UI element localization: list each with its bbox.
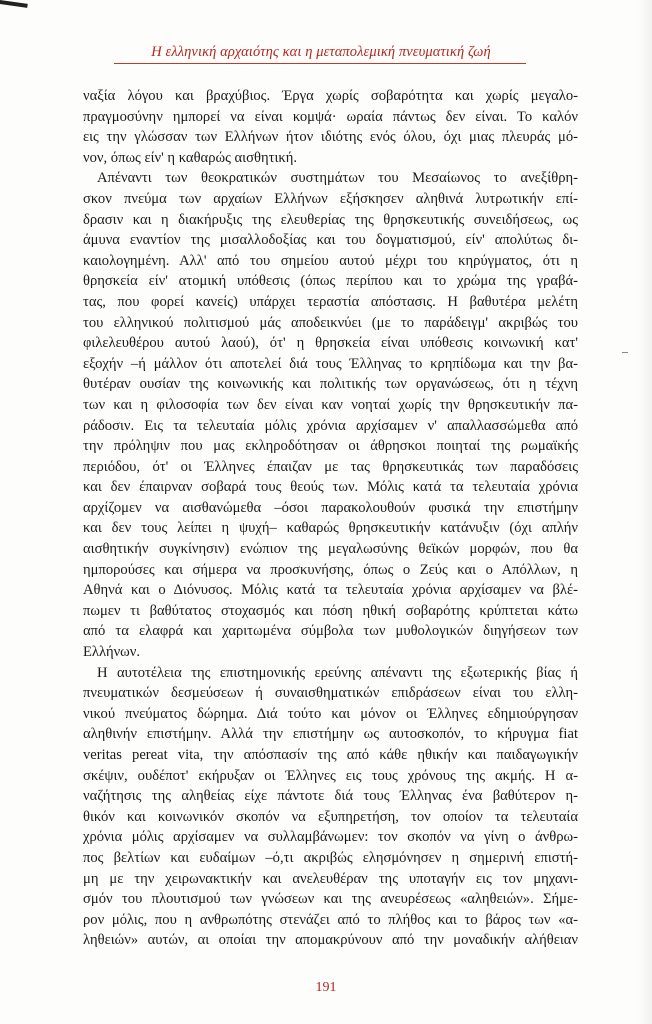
text-line: σμόν του πλουτισμού των γνώσεων και της ανευρέσεως «αληθειών». Σήμε-: [83, 891, 578, 908]
text-line: ναζήτησις της αληθείας είχε πάντοτε διά τους Έλληνας ένα βαθύτερον η-: [83, 788, 578, 805]
text-line: των και η φιλοσοφία των δεν είναι καν νοηταί χωρίς την θρησκευτικήν πα-: [83, 396, 578, 413]
text-line: πραγμοσύνην ημπορεί να είναι κομψά· ωραία πάντως δεν είναι. Το καλόν: [83, 108, 578, 125]
text-line: πνευματικών δεσμεύσεων ή συναισθηματικών επιδράσεων είναι του ελλη-: [83, 685, 578, 702]
running-header: Η ελληνική αρχαιότης και η μεταπολεμική πνευματική ζωή: [151, 44, 491, 60]
text-line: Απέναντι των θεοκρατικών συστημάτων του Μεσαίωνος το ανεξίθρη-: [97, 170, 578, 187]
text-line: θυτέραν ουσίαν της κοινωνικής και πολιτικής των οργανώσεως, ότι η τέχνη: [83, 376, 578, 393]
text-line: ημπορούσες και σήμερα να προσκυνήσης, όπως ο Ζεύς και ο Απόλλων, η: [83, 561, 578, 578]
text-line: τας, που φορεί κανείς) υπάρχει τεραστία απόστασις. Η βαθυτέρα μελέτη: [83, 293, 578, 310]
text-line: εις την γλώσσαν των Ελλήνων ήτον ιδιότης ενός όλου, όχι μιας πλευράς μό-: [83, 129, 578, 146]
text-line: σκον πνεύμα των αρχαίων Ελλήνων εξήσκησεν αληθινά λυτρωτικήν επί-: [83, 190, 578, 207]
text-line: αισθητικήν συγκίνησιν) ενώπιον της μεγαλωσύνης θεϊκών μορφών, που θα: [83, 541, 578, 558]
text-line: ρον μόλις, που η ανθρωπότης στενάζει από το πλήθος και το βάρος των «α-: [83, 911, 578, 928]
text-line: νον, όπως είν' η καθαρώς αισθητική.: [83, 149, 298, 166]
text-line: την πρόληψιν που μας εκληροδότησαν οι άθρησκοι ποιηταί της ρωμαϊκής: [83, 438, 578, 455]
text-line: σκέψιν, ουδέποτ' εκήρυξαν οι Έλληνες εις τους χρόνους της ακμής. Η α-: [83, 767, 578, 784]
text-line: χρόνια μόλις αρχίσαμεν να συλλαμβάνωμεν: τον σκοπόν να γίνη ο άνθρω-: [83, 829, 578, 846]
text-line: του ελληνικού πολιτισμού μάς αποδεικνύει (με το παράδειγμ' ακριβώς του: [83, 314, 578, 331]
margin-tick: [622, 352, 628, 353]
text-line: καιολογημένη. Αλλ' από του σημείου αυτού μέχρι του κηρύγματος, ότι η: [83, 252, 578, 269]
text-line: θρησκεία είν' ατομική υπόθεσις (όπως περίπου και το χρώμα της γραβά-: [83, 273, 578, 290]
text-line: εξοχήν –ή μάλλον ότι αποτελεί διά τους Έλληνας το κρηπίδωμα και την βα-: [83, 355, 578, 372]
page-edge-shadow: [638, 0, 652, 1024]
text-line: ράδοσιν. Εις τα τελευταία μόλις χρόνια αρχίσαμεν ν' απαλλασσώμεθα από: [83, 417, 578, 434]
text-line: περιόδου, ότ' οι Έλληνες έπαιζαν με τας θρησκευτικάς των παραδόσεις: [83, 458, 578, 475]
text-line: Ελλήνων.: [83, 644, 141, 661]
text-line: νικού πνεύματος δώρημα. Διά τούτο και μόνον οι Έλληνες εδημιούργησαν: [83, 705, 578, 722]
header-underline: [114, 63, 526, 64]
text-line: veritas pereat vita, την απόσπασίν της από κάθε ηθικήν και παιδαγωγικήν: [83, 747, 578, 763]
text-line: αληθινήν επιστήμην. Αλλά την επιστήμην ως αυτοσκοπόν, το κήρυγμα fiat: [83, 726, 578, 743]
page-number: 191: [315, 980, 337, 995]
text-line: πος βελτίων και ευδαίμων –ό,τι ακριβώς ελησμόνησεν η σημερινή επιστή-: [83, 849, 578, 866]
text-line: από τα ελαφρά και χαριτωμένα σύμβολα των μυθολογικών διηγήσεων των: [83, 623, 578, 640]
text-line: θικόν και κοινωνικόν σκοπόν να εξυπηρετήση, τον οποίον τα τελευταία: [83, 808, 578, 825]
text-line: Η αυτοτέλεια της επιστημονικής ερεύνης απέναντι της εξωτερικής βίας ή: [97, 664, 578, 681]
text-line: πωμεν τι βαθύτατος στοχασμός και πόση ηθική σοβαρότης κρύπτεται κάτω: [83, 602, 578, 619]
text-line: και δεν έπαιρναν σοβαρά τους θεούς των. Μόλις κατά τα τελευταία χρόνια: [83, 479, 578, 496]
text-line: φιλελευθέρου αυτού λαού), ότ' η θρησκεία είναι υπόθεσις κοινωνική κατ': [83, 335, 578, 352]
text-line: αρχίζομεν να αισθανώμεθα –όσοι παρακολουθούν φυσικά την επιστήμην: [83, 499, 578, 516]
text-line: μη με την χειρωνακτικήν και ανελευθέραν της υποταγήν εις τον μηχανι-: [83, 870, 578, 887]
body-text: [83, 86, 578, 951]
text-line: Αθηνά και ο Διόνυσος. Μόλις κατά τα τελευταία χρόνια αρχίσαμεν να βλέ-: [83, 582, 578, 599]
text-line: άμυνα εναντίον της μισαλλοδοξίας και του δογματισμού, είν' απολύτως δι-: [83, 232, 578, 249]
scan-edge-mark: [0, 0, 28, 8]
text-line: δρασιν και η διακήρυξις της ελευθερίας της θρησκευτικής συνειδήσεως, ως: [83, 211, 578, 228]
text-line: ληθειών» αυτών, αι οποίαι την απομακρύνουν από την μοναδικήν αλήθειαν: [83, 932, 578, 949]
text-line: και δεν τους λείπει η ψυχή– καθαρώς θρησκευτικήν κατάνυξιν (όχι απλήν: [83, 520, 578, 537]
text-line: ναξία λόγου και βραχύβιος. Έργα χωρίς σοβαρότητα και χωρίς μεγαλο-: [83, 88, 578, 104]
